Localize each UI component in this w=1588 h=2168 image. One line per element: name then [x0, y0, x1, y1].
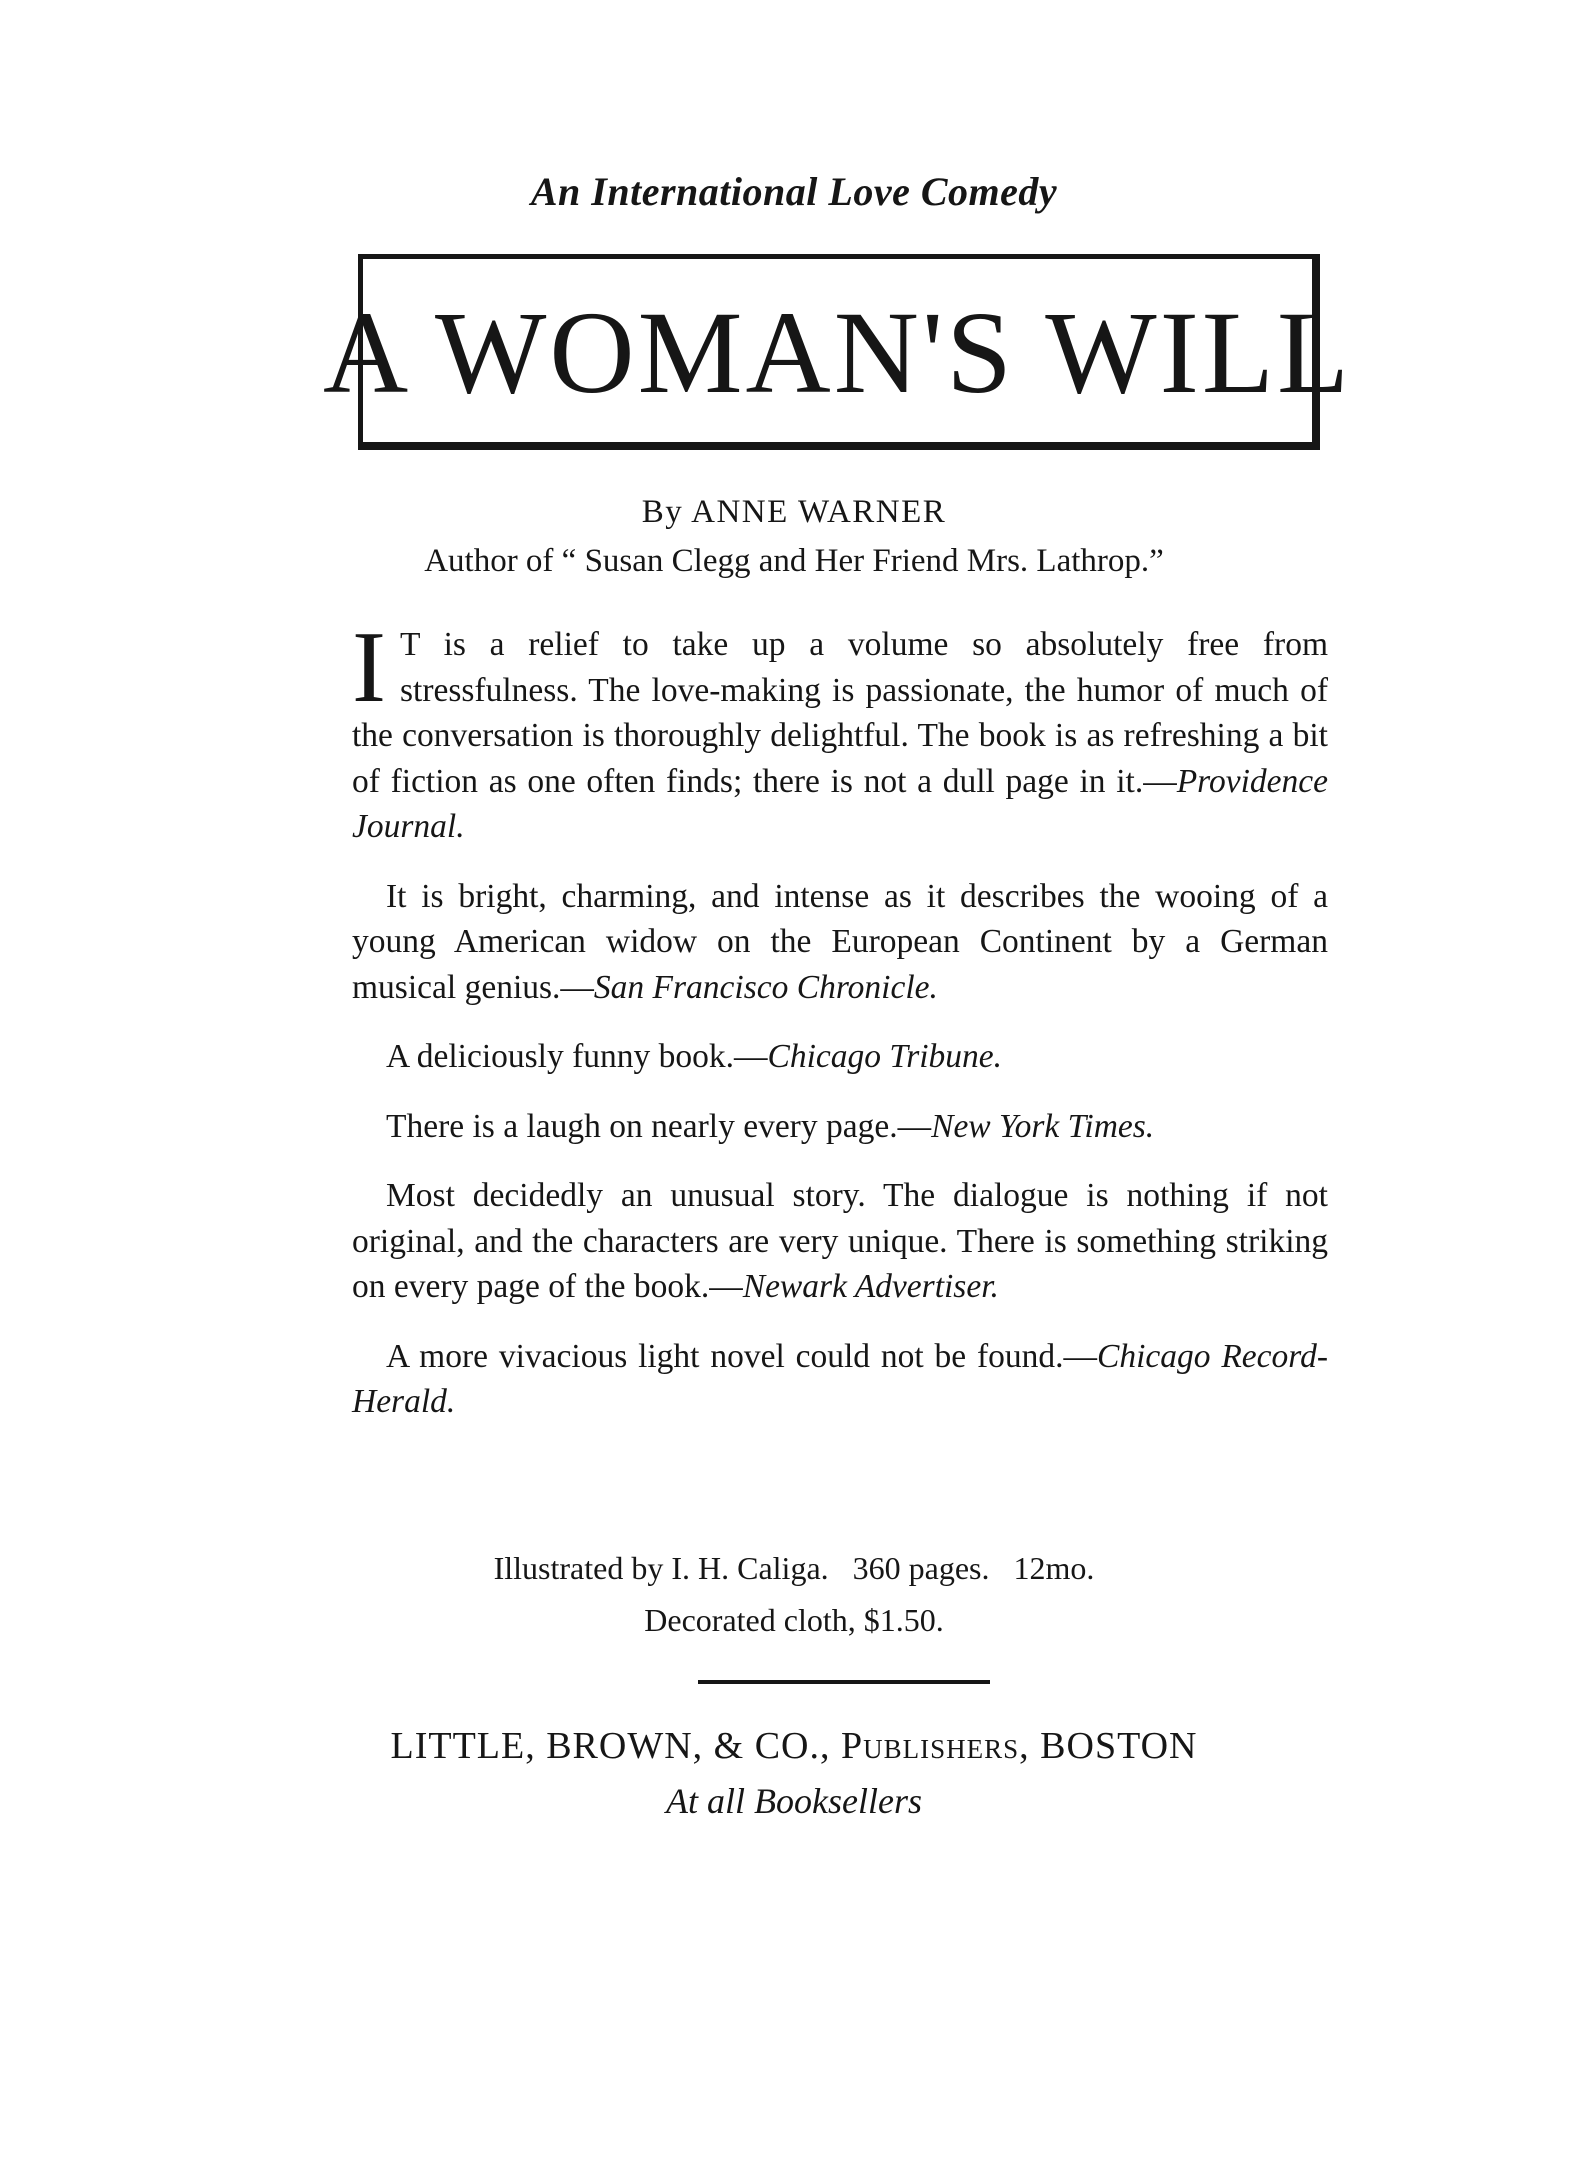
review-source: Newark Advertiser.	[742, 1268, 999, 1305]
review-text: It is bright, charming, and intense as it describes the wooing of a young American widow on the European Continent by a German musical genius.—	[352, 877, 1328, 1006]
review-item	[352, 1034, 1328, 1080]
byline: By ANNE WARNER	[641, 494, 947, 530]
review-text: Most decidedly an unusual story. The dialogue is nothing if not original, and the characters are very unique. There is something striking on every page of the book.—	[352, 1177, 1328, 1305]
review-text: A more vivacious light novel could not be found.—	[386, 1337, 1097, 1375]
author-credit: Author of “ Susan Clegg and Her Friend Mrs. Lathrop.”	[424, 543, 1164, 579]
review-item	[352, 611, 1328, 850]
tagline: An International Love Comedy	[530, 169, 1058, 214]
review-source: Chicago Record-Herald.	[352, 1337, 1328, 1420]
divider-rule	[698, 1680, 990, 1684]
review-item	[352, 874, 1328, 1011]
review-text: A deliciously funny book.—	[386, 1038, 768, 1075]
review-source: San Francisco Chronicle.	[593, 968, 938, 1006]
review-source: New York Times.	[931, 1107, 1155, 1145]
review-source: Providence Journal.	[352, 762, 1328, 845]
review-text: T is a relief to take up a volume so absolutely free from stressfulness. The love-making is passionate, the humor of much of the conversation is thoroughly delightful. The book is as refreshing a bit of fiction as one often finds; there is not a dull page in it.—	[352, 626, 1328, 800]
review-source: Chicago Tribune.	[767, 1038, 1003, 1075]
review-item	[352, 1104, 1328, 1150]
book-details	[0, 1542, 1588, 1646]
publisher-city: , BOSTON	[1019, 1725, 1198, 1767]
title-frame	[322, 254, 1353, 450]
book-title: A WOMAN'S WILL	[322, 286, 1353, 418]
review-item	[352, 1334, 1328, 1425]
price-line: Decorated cloth, $1.50.	[644, 1602, 944, 1638]
review-item	[352, 1173, 1328, 1310]
drop-cap: I	[352, 611, 386, 724]
review-list	[352, 611, 1328, 1449]
review-text: There is a laugh on nearly every page.—	[386, 1107, 932, 1145]
publisher-name: LITTLE, BROWN, & CO.,	[390, 1725, 841, 1767]
publisher-role: Publishers	[841, 1725, 1020, 1767]
publisher-line	[0, 1724, 1588, 1768]
availability-note: At all Booksellers	[666, 1781, 922, 1821]
details-line: Illustrated by I. H. Caliga. 360 pages. 12mo.	[493, 1550, 1095, 1586]
